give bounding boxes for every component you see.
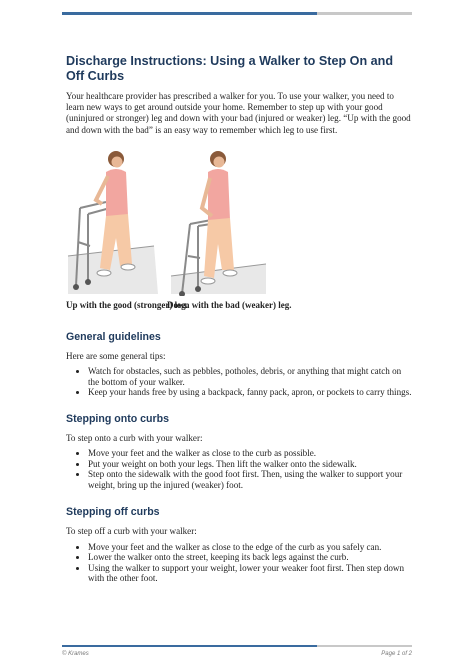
section-heading: Stepping onto curbs	[66, 412, 169, 425]
bullet-list	[66, 448, 412, 490]
walker-figure-svg	[66, 146, 266, 296]
list-item: • Watch for obstacles, such as pebbles, potholes, debris, or anything that might catch on the bottom of your walker.	[88, 366, 412, 387]
section-lead: To step onto a curb with your walker:	[66, 432, 203, 443]
list-item: • Move your feet and the walker as close to the edge of the curb as you safely can.	[88, 542, 412, 553]
section-stepping-onto-curbs	[66, 413, 412, 491]
copyright-text: © Krames	[62, 651, 89, 657]
section-heading: Stepping off curbs	[66, 506, 160, 519]
document-body	[66, 54, 412, 584]
bullet-list	[66, 366, 412, 398]
page-footer	[62, 645, 412, 657]
header-rule-accent	[62, 12, 317, 15]
list-item: • Move your feet and the walker as close to the curb as possible.	[88, 448, 412, 459]
list-item: • Using the walker to support your weight, lower your weaker foot first. Then step down with the other foot.	[88, 563, 412, 584]
list-item: • Lower the walker onto the street, keeping its back legs against the curb.	[88, 552, 412, 563]
section-heading: General guidelines	[66, 330, 161, 343]
step-up-figure	[68, 151, 158, 294]
step-down-figure	[171, 151, 266, 296]
section-stepping-off-curbs	[66, 506, 412, 584]
section-lead: Here are some general tips:	[66, 350, 166, 361]
intro-paragraph: Your healthcare provider has prescribed a walker for you. To use your walker, you need to learn new ways to get around outside your home. Remember to step up with your good (uninjured or stronger) leg and down with your bad (injured or weaker) leg. “Up with the good and down with the bad” is an easy way to remember which leg to use first.	[66, 91, 411, 135]
figure-caption-down: Down with the bad (weaker) leg.	[167, 299, 292, 310]
list-item: • Step onto the sidewalk with the good foot first. Then, using the walker to support your weight, bring up the injured (weaker) foot.	[88, 469, 412, 490]
footer-rule	[62, 645, 412, 647]
section-general-guidelines	[66, 331, 412, 398]
figure-caption-up: Up with the good (stronger) leg.	[66, 299, 188, 310]
list-item: • Keep your hands free by using a backpack, fanny pack, apron, or pockets to carry things.	[88, 387, 412, 398]
list-item: • Put your weight on both your legs. Then lift the walker onto the sidewalk.	[88, 459, 412, 470]
section-lead: To step off a curb with your walker:	[66, 526, 197, 537]
header-rule	[62, 12, 412, 15]
bullet-list	[66, 542, 412, 584]
page-title: Discharge Instructions: Using a Walker to Step On and Off Curbs	[66, 54, 394, 83]
walker-illustration	[66, 146, 412, 331]
page-number: Page 1 of 2	[381, 651, 412, 657]
